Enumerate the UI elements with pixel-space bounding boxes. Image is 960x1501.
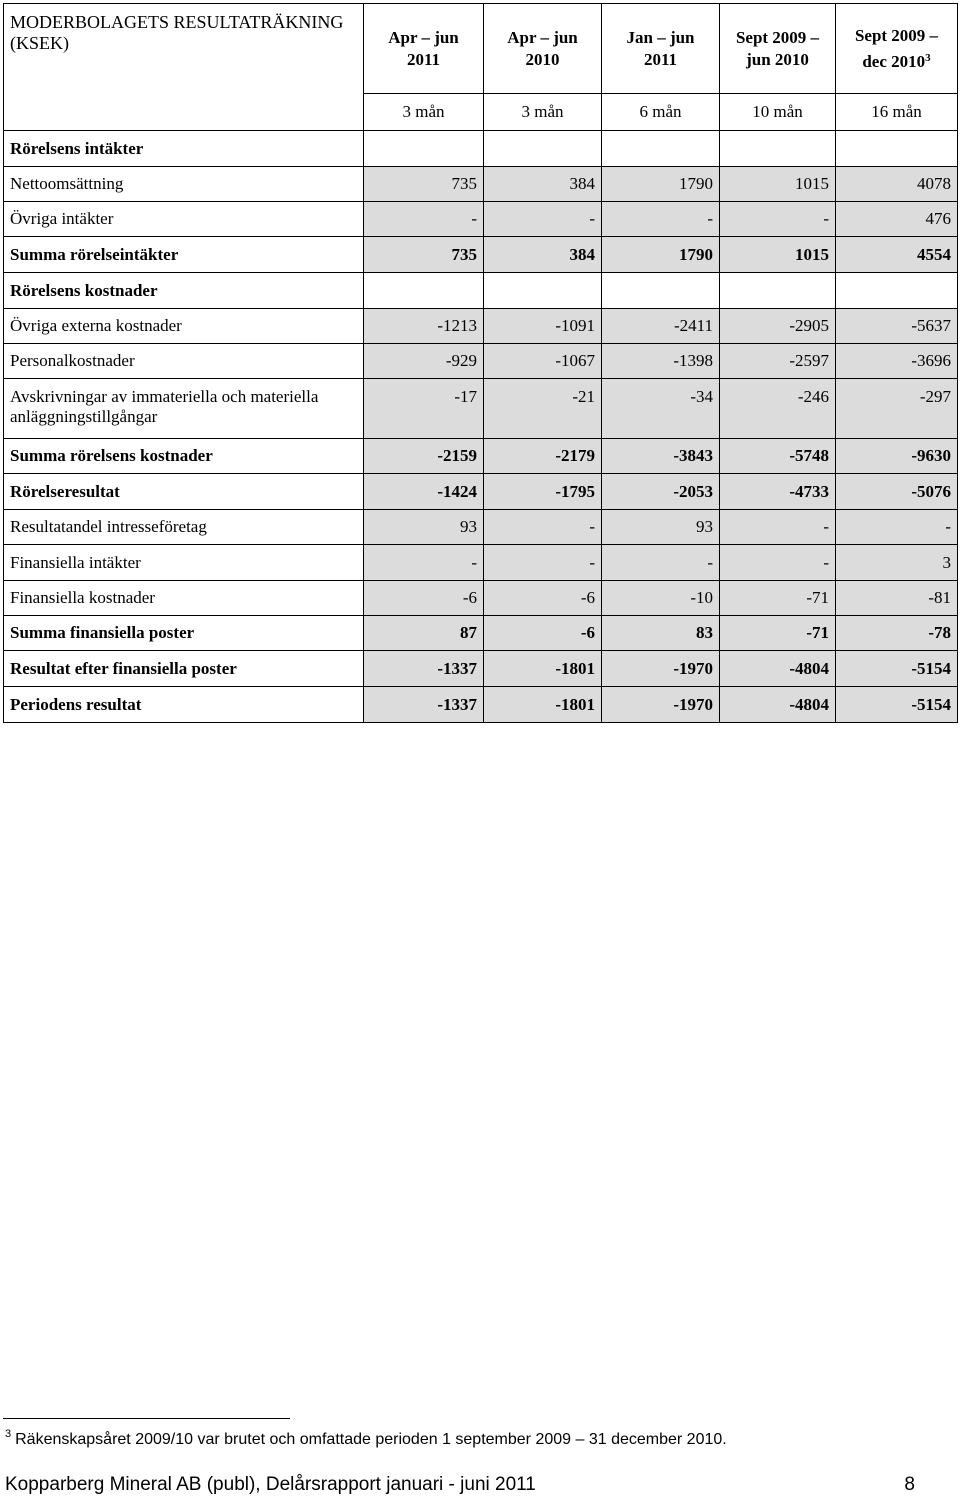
income-statement-table bbox=[3, 3, 958, 723]
value-cell: -10 bbox=[602, 581, 720, 616]
value-cell: 93 bbox=[602, 510, 720, 545]
value-cell: -4804 bbox=[720, 687, 836, 723]
value-cell: 87 bbox=[364, 616, 484, 651]
value-cell: -5154 bbox=[836, 651, 958, 687]
page-footer bbox=[5, 1474, 915, 1496]
header-row bbox=[4, 4, 958, 94]
value-cell: -1398 bbox=[602, 344, 720, 379]
value-cell: -71 bbox=[720, 581, 836, 616]
value-cell: - bbox=[720, 545, 836, 581]
empty-cell bbox=[720, 131, 836, 167]
value-cell: -2053 bbox=[602, 474, 720, 510]
value-cell: -6 bbox=[484, 616, 602, 651]
row-label: Övriga externa kostnader bbox=[4, 309, 364, 344]
row-label: Nettoomsättning bbox=[4, 167, 364, 202]
value-cell: - bbox=[484, 545, 602, 581]
row-label: Övriga intäkter bbox=[4, 202, 364, 237]
value-cell: - bbox=[602, 202, 720, 237]
value-cell: 735 bbox=[364, 237, 484, 273]
value-cell: -4733 bbox=[720, 474, 836, 510]
table-row bbox=[4, 167, 958, 202]
footnote-ref: 3 bbox=[925, 51, 931, 64]
value-cell: 476 bbox=[836, 202, 958, 237]
value-cell: 384 bbox=[484, 237, 602, 273]
table-row bbox=[4, 545, 958, 581]
value-cell: -5154 bbox=[836, 687, 958, 723]
value-cell: -2597 bbox=[720, 344, 836, 379]
value-cell: -81 bbox=[836, 581, 958, 616]
footnote-text: Räkenskapsåret 2009/10 var brutet och omfattade perioden 1 september 2009 – 31 december 2010. bbox=[15, 1431, 727, 1448]
value-cell: 1790 bbox=[602, 237, 720, 273]
footnote bbox=[5, 1428, 945, 1449]
value-cell: -78 bbox=[836, 616, 958, 651]
table-row bbox=[4, 581, 958, 616]
table-row bbox=[4, 687, 958, 723]
period-header: Jan – jun 2011 bbox=[602, 4, 720, 94]
footnote-marker: 3 bbox=[5, 1428, 12, 1440]
duration-cell: 3 mån bbox=[364, 94, 484, 131]
row-label: Finansiella kostnader bbox=[4, 581, 364, 616]
value-cell: -3843 bbox=[602, 439, 720, 474]
value-cell: -21 bbox=[484, 379, 602, 439]
table-row bbox=[4, 344, 958, 379]
table-row bbox=[4, 616, 958, 651]
duration-cell: 6 mån bbox=[602, 94, 720, 131]
table-row bbox=[4, 237, 958, 273]
value-cell: - bbox=[836, 510, 958, 545]
duration-cell: 3 mån bbox=[484, 94, 602, 131]
table-row bbox=[4, 202, 958, 237]
duration-cell: 10 mån bbox=[720, 94, 836, 131]
value-cell: -1337 bbox=[364, 651, 484, 687]
table-row bbox=[4, 474, 958, 510]
row-label: Finansiella intäkter bbox=[4, 545, 364, 581]
value-cell: -2411 bbox=[602, 309, 720, 344]
value-cell: 384 bbox=[484, 167, 602, 202]
row-label: Periodens resultat bbox=[4, 687, 364, 723]
value-cell: 93 bbox=[364, 510, 484, 545]
value-cell: - bbox=[364, 545, 484, 581]
empty-cell bbox=[602, 131, 720, 167]
period-header-text: Sept 2009 – dec 2010 bbox=[854, 25, 939, 71]
table-row bbox=[4, 439, 958, 474]
value-cell: -3696 bbox=[836, 344, 958, 379]
period-header bbox=[836, 4, 958, 94]
value-cell: - bbox=[602, 545, 720, 581]
footer-text: Kopparberg Mineral AB (publ), Delårsrapport januari - juni 2011 bbox=[5, 1474, 536, 1495]
value-cell: 1015 bbox=[720, 237, 836, 273]
empty-cell bbox=[836, 273, 958, 309]
value-cell: -1801 bbox=[484, 651, 602, 687]
value-cell: -1067 bbox=[484, 344, 602, 379]
value-cell: -5748 bbox=[720, 439, 836, 474]
section-row bbox=[4, 273, 958, 309]
value-cell: 4554 bbox=[836, 237, 958, 273]
row-label: Avskrivningar av immateriella och materiella anläggningstillgångar bbox=[4, 379, 364, 439]
value-cell: 1015 bbox=[720, 167, 836, 202]
table-row bbox=[4, 379, 958, 439]
value-cell: 3 bbox=[836, 545, 958, 581]
table-row bbox=[4, 651, 958, 687]
value-cell: -1424 bbox=[364, 474, 484, 510]
value-cell: -1970 bbox=[602, 687, 720, 723]
value-cell: - bbox=[484, 202, 602, 237]
value-cell: - bbox=[720, 202, 836, 237]
empty-cell bbox=[484, 273, 602, 309]
value-cell: 1790 bbox=[602, 167, 720, 202]
value-cell: 735 bbox=[364, 167, 484, 202]
value-cell: -6 bbox=[484, 581, 602, 616]
duration-cell: 16 mån bbox=[836, 94, 958, 131]
empty-cell bbox=[602, 273, 720, 309]
table-title: MODERBOLAGETS RESULTATRÄKNING (KSEK) bbox=[4, 4, 364, 131]
empty-cell bbox=[364, 273, 484, 309]
section-label: Rörelsens kostnader bbox=[4, 273, 364, 309]
value-cell: -4804 bbox=[720, 651, 836, 687]
value-cell: -1091 bbox=[484, 309, 602, 344]
value-cell: -6 bbox=[364, 581, 484, 616]
value-cell: -297 bbox=[836, 379, 958, 439]
value-cell: -71 bbox=[720, 616, 836, 651]
value-cell: -5637 bbox=[836, 309, 958, 344]
value-cell: -34 bbox=[602, 379, 720, 439]
value-cell: -929 bbox=[364, 344, 484, 379]
table-row bbox=[4, 309, 958, 344]
period-header: Apr – jun 2011 bbox=[364, 4, 484, 94]
row-label: Summa rörelseintäkter bbox=[4, 237, 364, 273]
row-label: Resultat efter finansiella poster bbox=[4, 651, 364, 687]
value-cell: 83 bbox=[602, 616, 720, 651]
row-label: Rörelseresultat bbox=[4, 474, 364, 510]
value-cell: - bbox=[484, 510, 602, 545]
footnote-divider bbox=[3, 1418, 290, 1419]
page-number: 8 bbox=[904, 1474, 915, 1495]
value-cell: - bbox=[364, 202, 484, 237]
value-cell: -246 bbox=[720, 379, 836, 439]
value-cell: -17 bbox=[364, 379, 484, 439]
period-header: Apr – jun 2010 bbox=[484, 4, 602, 94]
value-cell: -2905 bbox=[720, 309, 836, 344]
value-cell: 4078 bbox=[836, 167, 958, 202]
section-row bbox=[4, 131, 958, 167]
empty-cell bbox=[364, 131, 484, 167]
row-label: Personalkostnader bbox=[4, 344, 364, 379]
table-row bbox=[4, 510, 958, 545]
value-cell: -2179 bbox=[484, 439, 602, 474]
empty-cell bbox=[836, 131, 958, 167]
section-label: Rörelsens intäkter bbox=[4, 131, 364, 167]
value-cell: -1970 bbox=[602, 651, 720, 687]
value-cell: -5076 bbox=[836, 474, 958, 510]
period-header: Sept 2009 – jun 2010 bbox=[720, 4, 836, 94]
value-cell: -9630 bbox=[836, 439, 958, 474]
row-label: Summa finansiella poster bbox=[4, 616, 364, 651]
empty-cell bbox=[720, 273, 836, 309]
value-cell: - bbox=[720, 510, 836, 545]
row-label: Resultatandel intresseföretag bbox=[4, 510, 364, 545]
value-cell: -1337 bbox=[364, 687, 484, 723]
value-cell: -1795 bbox=[484, 474, 602, 510]
row-label: Summa rörelsens kostnader bbox=[4, 439, 364, 474]
value-cell: -1801 bbox=[484, 687, 602, 723]
value-cell: -2159 bbox=[364, 439, 484, 474]
empty-cell bbox=[484, 131, 602, 167]
value-cell: -1213 bbox=[364, 309, 484, 344]
